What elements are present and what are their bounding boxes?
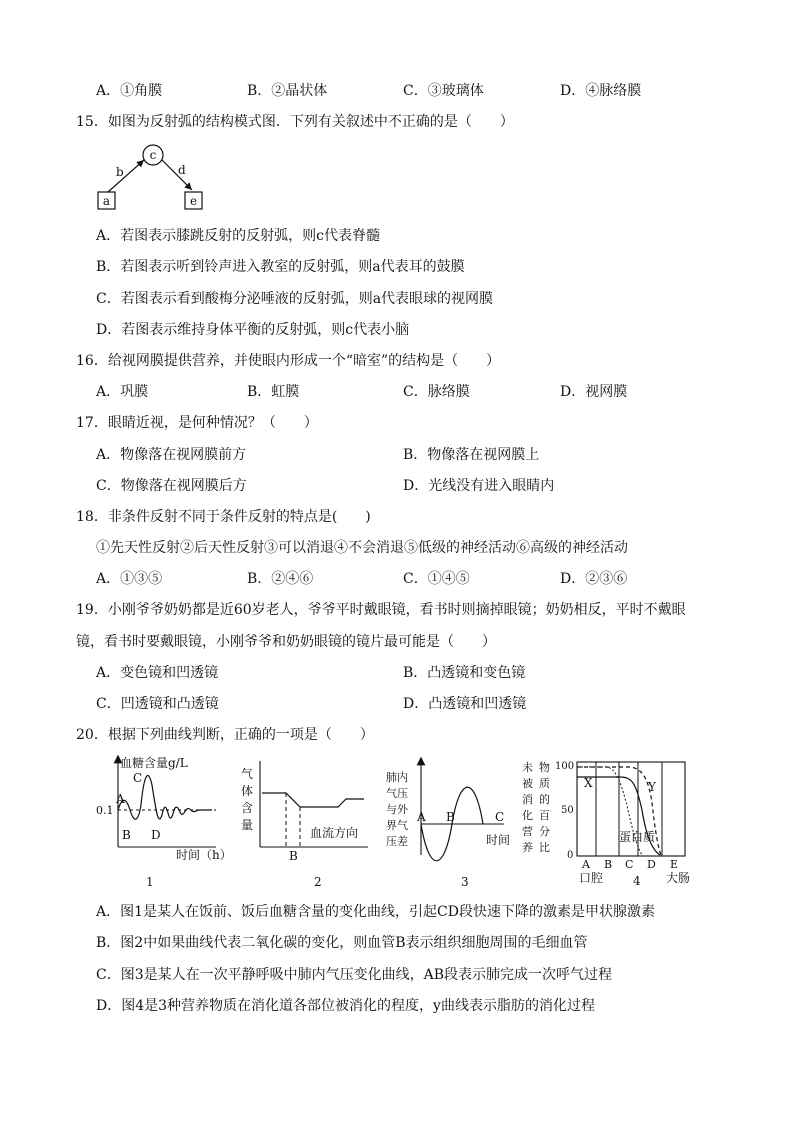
q17-option-b: B．物像落在视网膜上	[403, 447, 540, 463]
fig4-left-label-5: 营	[522, 825, 533, 838]
q20-option-d: D．图4是3种营养物质在消化道各部位被消化的程度，y曲线表示脂肪的消化过程	[96, 998, 595, 1014]
fig4-right-label-5: 分	[539, 825, 550, 838]
node-c-label: c	[149, 148, 157, 162]
fig4-tick-0: 0	[567, 850, 574, 861]
fig4-left-label-4: 化	[522, 809, 533, 822]
q16-option-d: D．视网膜	[560, 384, 628, 400]
figure-4-digestion	[520, 755, 700, 890]
q16-option-c: C．脉络膜	[403, 384, 470, 400]
fig4-segment-d: D	[647, 858, 656, 871]
fig4-label-y: Y	[648, 780, 656, 794]
fig2-ylabel-1: 气	[241, 767, 254, 781]
q16-option-b: B．虹膜	[247, 384, 300, 400]
fig2-ylabel-2: 体	[241, 784, 254, 798]
fig3-point-a: A	[417, 810, 426, 824]
q18-option-c: C．①④⑤	[403, 571, 470, 587]
fig4-left-label-6: 养	[522, 841, 533, 854]
fig4-left-label-2: 被	[522, 777, 533, 790]
fig3-ylabel-4: 界气	[386, 819, 408, 832]
fig2-curve	[262, 793, 364, 807]
q19-stem-line2: 镜，看书时要戴眼镜，小刚爷爷和奶奶眼镜的镜片最可能是（ ）	[76, 634, 496, 650]
node-e-label: e	[189, 194, 198, 208]
fig4-left-label-3: 消	[522, 793, 533, 806]
fig4-right-label-2: 质	[539, 777, 550, 790]
fig3-ylabel-5: 压差	[386, 835, 408, 848]
q18-option-d: D．②③⑥	[560, 571, 628, 587]
fig4-segment-b: B	[604, 858, 613, 871]
fig2-point-b: B	[289, 849, 298, 863]
arrow-c-to-e	[162, 160, 192, 190]
fig1-ytick: 0.1	[96, 804, 114, 817]
q19-stem-line1: 19．小刚爷爷奶奶都是近60岁老人，爷爷平时戴眼镜，看书时则摘掉眼镜；奶奶相反，平时不戴眼	[76, 602, 686, 618]
fig4-right-label-1: 物	[539, 761, 550, 774]
fig4-segment-a: A	[582, 858, 590, 871]
fig1-caption: 1	[146, 875, 154, 889]
fig1-xlabel: 时间（h）	[176, 848, 232, 862]
fig1-point-b: B	[122, 828, 131, 842]
fig3-xlabel: 时间	[486, 833, 511, 847]
fig2-ylabel-4: 量	[241, 818, 254, 832]
fig4-segment-e: E	[670, 858, 679, 871]
fig2-caption: 2	[314, 875, 322, 889]
fig1-point-a: A	[116, 792, 125, 806]
q14-option-c: C．③玻璃体	[403, 83, 484, 99]
figure-2-gas-content	[238, 755, 378, 890]
fig4-right-label-4: 百	[539, 809, 550, 822]
q20-stem: 20．根据下列曲线判断，正确的一项是（ ）	[76, 727, 374, 743]
fig4-label-x: X	[584, 776, 593, 790]
q18-stem: 18．非条件反射不同于条件反射的特点是( )	[76, 509, 371, 525]
fig3-point-b: B	[446, 810, 455, 824]
q17-option-c: C．物像落在视网膜后方	[96, 478, 247, 494]
q15-option-c: C．若图表示看到酸梅分泌唾液的反射弧，则a代表眼球的视网膜	[96, 291, 494, 307]
fig4-right-label-3: 的	[539, 793, 550, 806]
q20-option-c: C．图3是某人在一次平静呼吸中肺内气压变化曲线，AB段表示肺完成一次呼气过程	[96, 967, 613, 983]
q16-stem: 16．给视网膜提供营养，并使眼内形成一个“暗室”的结构是（ ）	[76, 353, 501, 369]
fig4-label-protein: 蛋白质	[619, 830, 656, 844]
reflex-arc-diagram	[96, 142, 216, 214]
label-b: b	[116, 165, 124, 179]
q14-option-a: A．①角膜	[96, 83, 163, 99]
q15-option-d: D．若图表示维持身体平衡的反射弧，则c代表小脑	[96, 322, 410, 338]
fig4-left-label-1: 未	[522, 761, 533, 774]
fig2-flow-label: 血流方向	[310, 826, 359, 840]
fig4-right-label-6: 比	[539, 841, 550, 854]
q18-option-a: A．①③⑤	[96, 571, 163, 587]
q17-stem: 17．眼睛近视，是何种情况？（ ）	[76, 415, 318, 431]
fig2-ylabel-3: 含	[241, 801, 254, 815]
q15-option-b: B．若图表示听到铃声进入教室的反射弧，则a代表耳的鼓膜	[96, 259, 465, 275]
fig4-tick-100: 100	[555, 761, 575, 772]
q15-option-a: A．若图表示膝跳反射的反射弧，则c代表脊髓	[96, 228, 380, 244]
q14-option-b: B．②晶状体	[247, 83, 328, 99]
fig3-ylabel-3: 与外	[386, 803, 408, 816]
fig1-ylabel: 血糖含量g/L	[120, 756, 188, 770]
q19-option-c: C．凹透镜和凸透镜	[96, 696, 219, 712]
q17-option-d: D．光线没有进入眼睛内	[403, 478, 555, 494]
fig4-segment-c: C	[625, 858, 634, 871]
fig3-point-c: C	[495, 810, 505, 824]
q19-option-d: D．凸透镜和凹透镜	[403, 696, 527, 712]
q20-option-a: A．图1是某人在饭前、饭后血糖含量的变化曲线，引起CD段快速下降的激素是甲状腺激素	[96, 904, 655, 920]
q19-option-b: B．凸透镜和变色镜	[403, 665, 526, 681]
fig1-point-c: C	[133, 771, 143, 785]
q15-stem: 15．如图为反射弧的结构模式图．下列有关叙述中不正确的是（ ）	[76, 114, 514, 130]
node-a-label: a	[102, 194, 111, 208]
fig1-point-d: D	[151, 828, 161, 842]
q17-option-a: A．物像落在视网膜前方	[96, 447, 247, 463]
fig4-mouth-label: 口腔	[579, 871, 604, 885]
q20-option-b: B．图2中如果曲线代表二氧化碳的变化，则血管B表示组织细胞周围的毛细血管	[96, 935, 588, 951]
fig4-caption: 4	[633, 874, 641, 888]
q18-option-b: B．②④⑥	[247, 571, 314, 587]
figure-3-lung-pressure	[384, 755, 519, 890]
fig4-colon-label: 大肠	[666, 871, 691, 885]
q19-option-a: A．变色镜和凹透镜	[96, 665, 219, 681]
fig3-caption: 3	[461, 875, 469, 889]
figure-1-blood-glucose	[96, 755, 236, 890]
arrow-a-to-c	[108, 160, 144, 192]
fig3-ylabel-1: 肺内	[386, 771, 408, 784]
fig4-tick-50: 50	[561, 805, 574, 816]
q14-option-d: D．④脉络膜	[560, 83, 642, 99]
q18-items: ①先天性反射②后天性反射③可以消退④不会消退⑤低级的神经活动⑥高级的神经活动	[96, 540, 628, 556]
q16-option-a: A．巩膜	[96, 384, 149, 400]
fig3-ylabel-2: 气压	[386, 787, 408, 800]
label-d: d	[178, 163, 186, 177]
